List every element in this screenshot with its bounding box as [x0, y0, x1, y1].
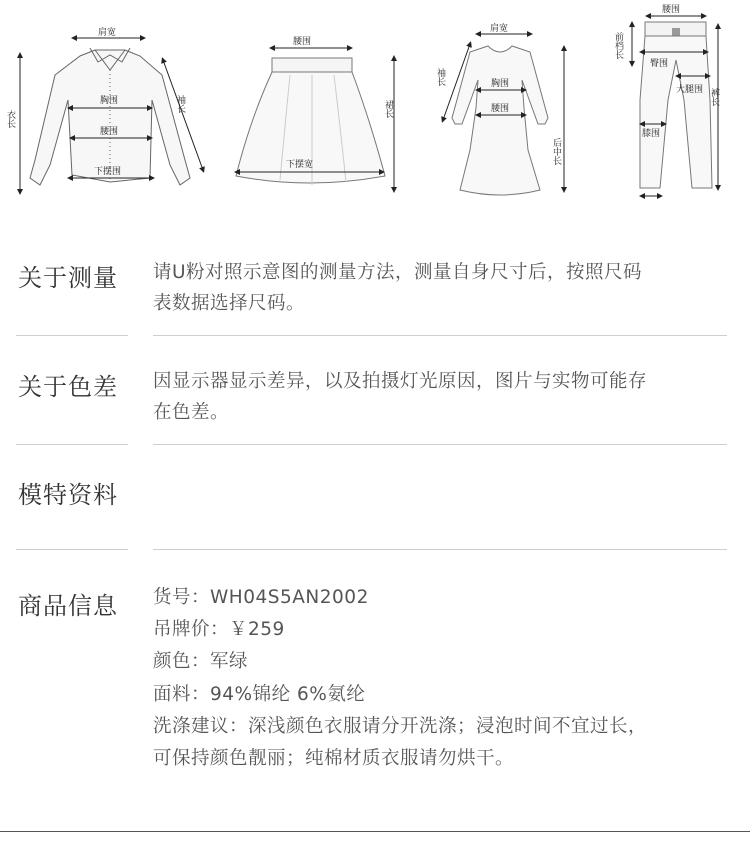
- shirt-shoulder-label: 肩宽: [98, 28, 117, 38]
- divider: [153, 335, 727, 336]
- product-fabric-line: 面料：94%锦纶 6%氨纶: [153, 683, 366, 705]
- model-info-title: 模特资料: [18, 481, 118, 509]
- product-care-line-1: 洗涤建议：深浅颜色衣服请分开洗涤；浸泡时间不宜过长，: [153, 715, 648, 737]
- divider: [16, 335, 128, 336]
- pants-thigh-label: 大腿围: [676, 85, 704, 95]
- shirt-length-label: 衣长: [5, 110, 15, 128]
- divider: [153, 444, 727, 445]
- shirt-waist-label: 腰围: [100, 127, 119, 137]
- dress-back-length-label: 后中长: [551, 138, 561, 165]
- shirt-sleeve-label: 袖长: [175, 95, 185, 113]
- pants-hip-label: 臀围: [650, 59, 669, 69]
- product-price-line: 吊牌价：￥259: [153, 619, 285, 641]
- measurement-body: [153, 257, 733, 319]
- shirt-hem-label: 下摆围: [94, 167, 122, 177]
- dress-shoulder-label: 肩宽: [490, 24, 509, 34]
- color-difference-body-line-2: 在色差。: [153, 402, 230, 423]
- divider: [16, 444, 128, 445]
- skirt-length-label: 裙长: [383, 100, 393, 118]
- dress-sleeve-label: 袖长: [435, 68, 445, 86]
- pants-waist-label: 腰围: [662, 5, 681, 15]
- skirt-waist-label: 腰围: [293, 37, 312, 47]
- dress-chest-label: 胸围: [491, 79, 510, 89]
- product-info-title: 商品信息: [18, 592, 118, 620]
- skirt-hem-label: 下摆宽: [286, 160, 314, 170]
- product-sku-line: 货号：WH04S5AN2002: [153, 587, 369, 608]
- product-care-line-2: 可保持颜色靓丽；纯棉材质衣服请勿烘干。: [153, 748, 515, 770]
- color-difference-body: [153, 366, 733, 428]
- pants-rise-label: 前档长: [613, 32, 623, 59]
- product-color-line: 颜色：军绿: [153, 651, 249, 673]
- measurement-body-line-1: 请U粉对照示意图的测量方法，测量自身尺寸后，按照尺码: [153, 262, 643, 283]
- pants-length-label: 裤长: [709, 88, 719, 106]
- measurement-body-line-2: 表数据选择尺码。: [153, 293, 306, 314]
- pants-diagram: [640, 22, 712, 188]
- divider: [16, 549, 128, 550]
- measurement-diagram-svg: [0, 0, 750, 210]
- measurement-title: 关于测量: [18, 264, 118, 292]
- divider: [153, 549, 727, 550]
- product-info-body: [153, 582, 733, 775]
- pants-knee-label: 膝围: [642, 129, 661, 139]
- shirt-chest-label: 胸围: [100, 96, 119, 106]
- dress-diagram: [452, 46, 548, 195]
- color-difference-title: 关于色差: [18, 373, 118, 401]
- measurement-diagrams: [0, 0, 750, 210]
- dress-waist-label: 腰围: [491, 104, 510, 114]
- bottom-divider: [0, 831, 750, 832]
- color-difference-body-line-1: 因显示器显示差异，以及拍摄灯光原因，图片与实物可能存: [153, 371, 648, 392]
